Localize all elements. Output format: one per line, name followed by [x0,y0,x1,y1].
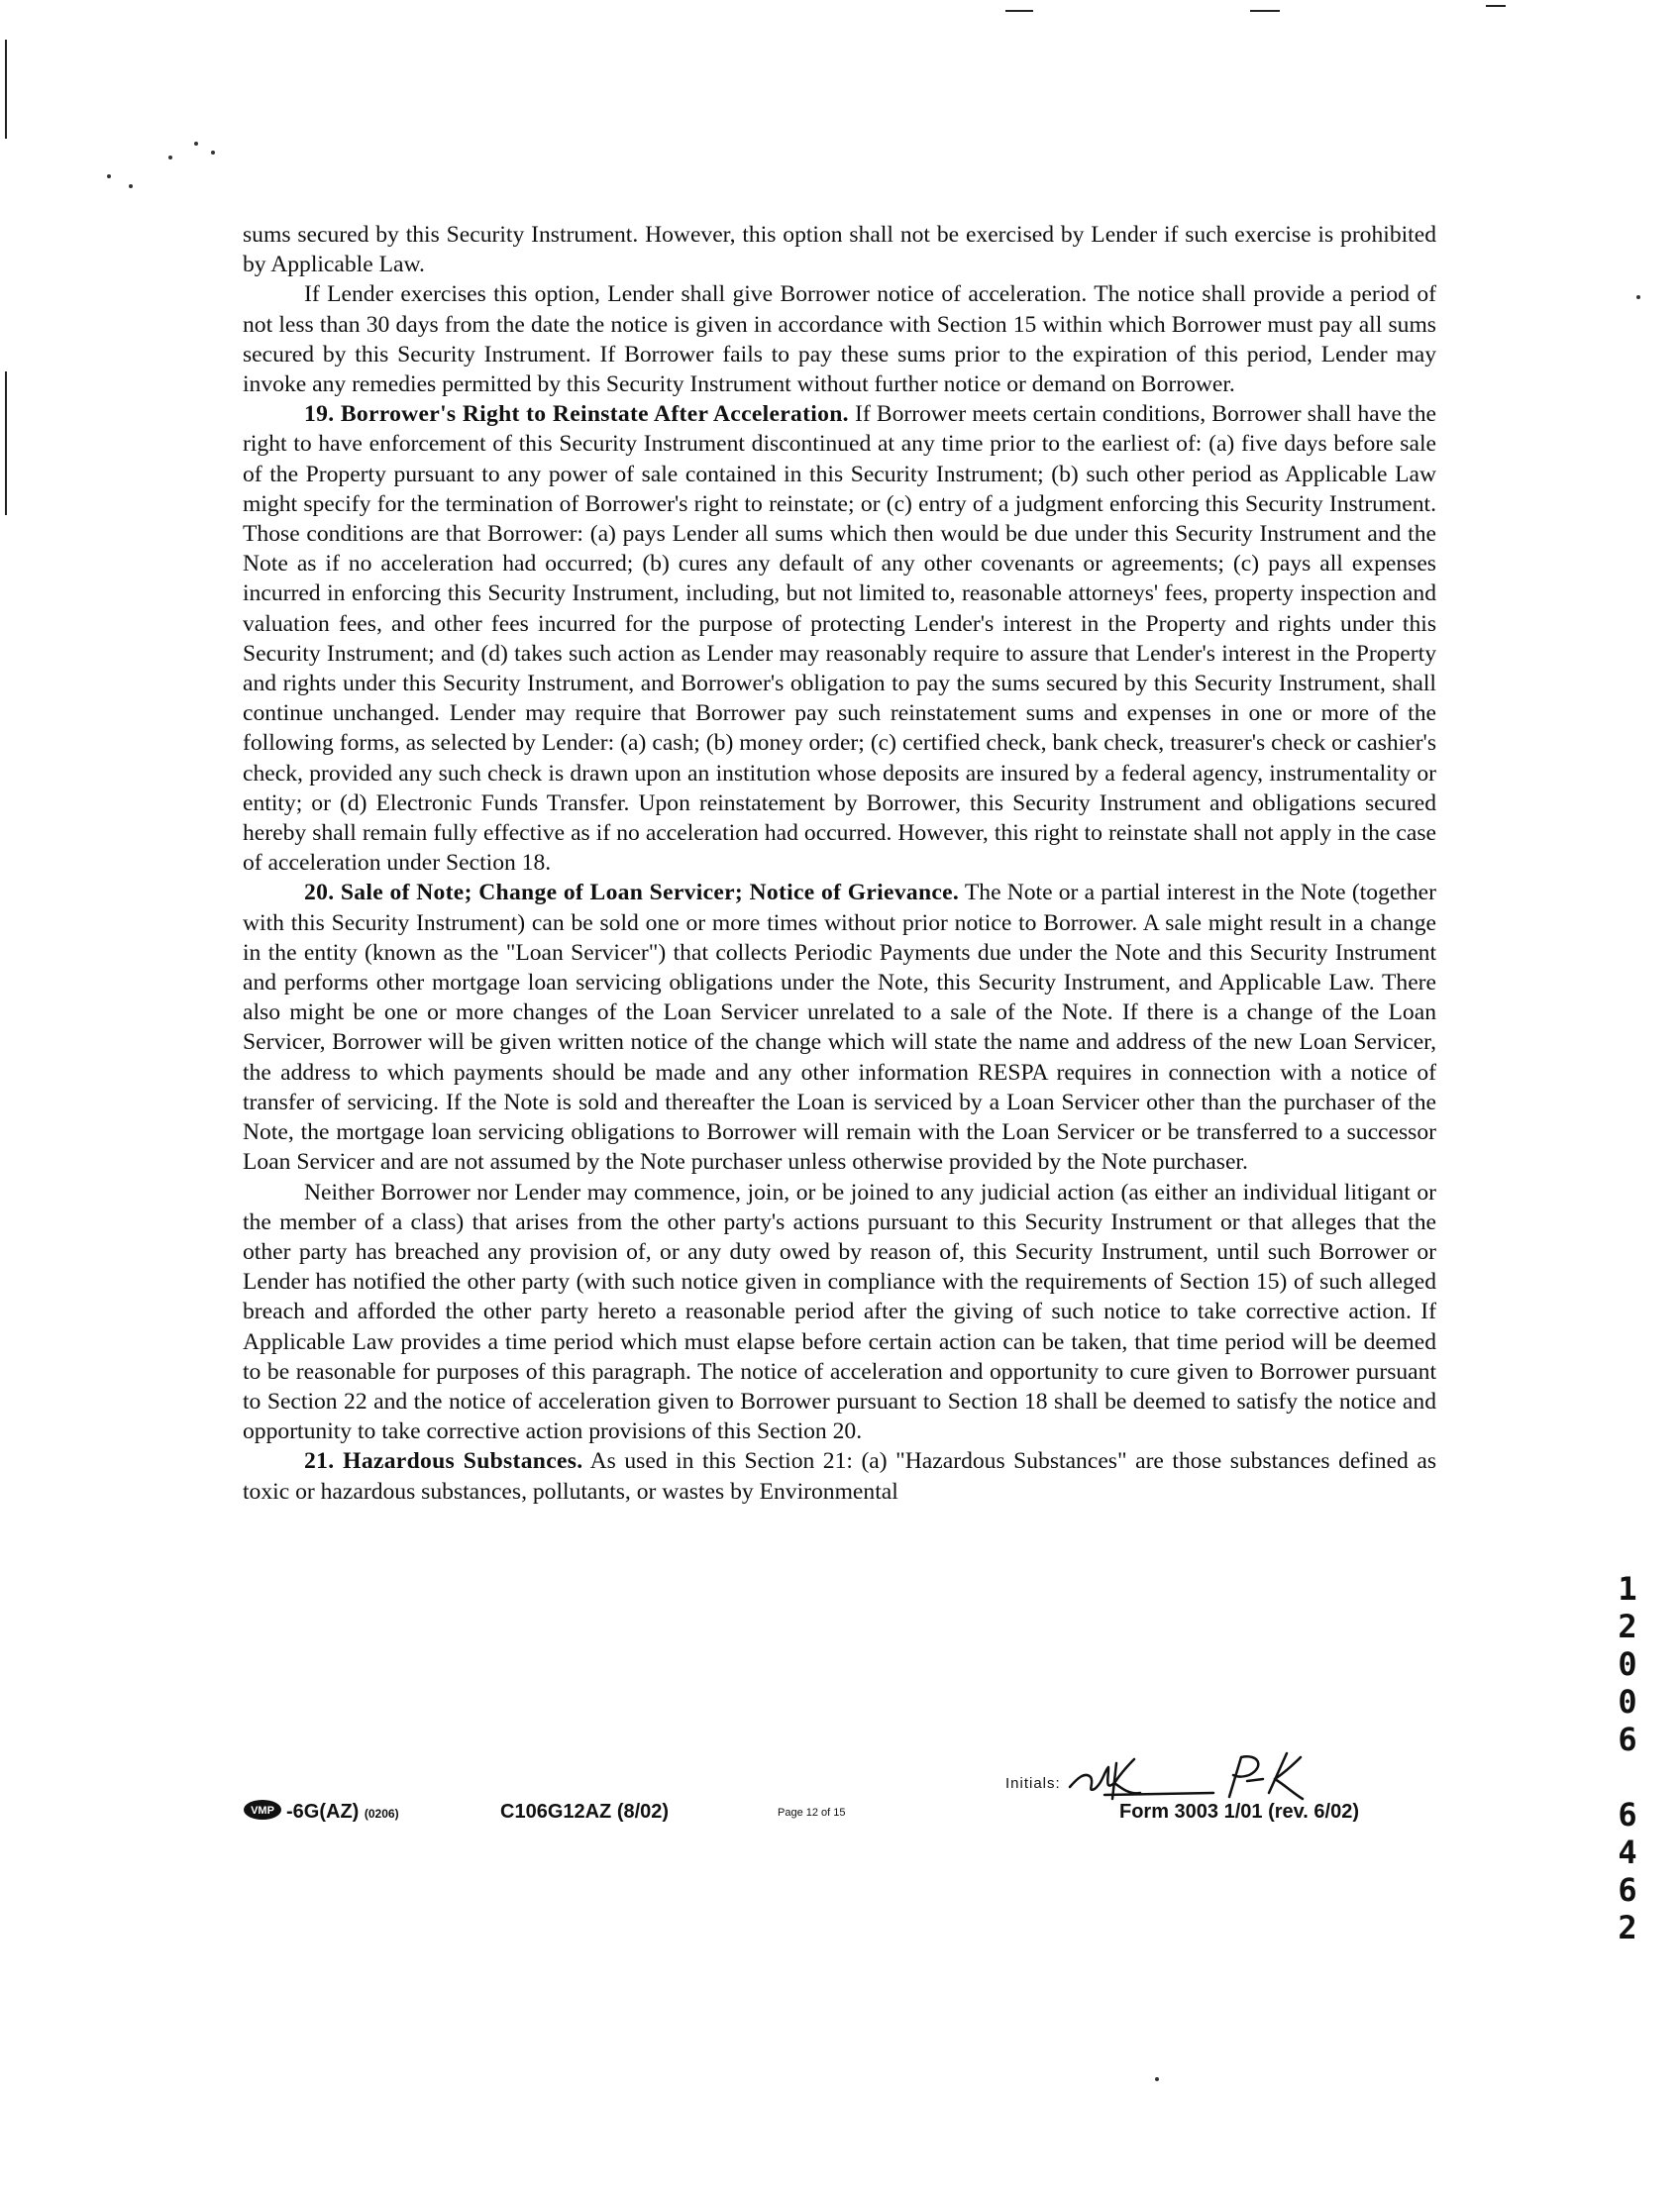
section-text: If Borrower meets certain conditions, Borrower shall have the right to have enforcement of this Security Instrument discontinued at any time prior to the earliest of: (a) five days before sale of the Property pursuant to any power of sale contained in this Security Instrument; (b) such other period as Applicable Law might specify for the termination of Borrower's right to reinstate; or (c) entry of a judgment enforcing this Security Instrument. Those conditions are that Borrower: (a) pays Lender all sums which then would be due under this Security Instrument and the Note as if no acceleration had occurred; (b) cures any default of any other covenants or agreements; (c) pays all expenses incurred in enforcing this Security Instrument, including, but not limited to, reasonable attorneys' fees, property inspection and valuation fees, and other fees incurred for the purpose of protecting Lender's interest in the Property and rights under this Security Instrument; and (d) takes such action as Lender may reasonably require to assure that Lender's interest in the Property and rights under this Security Instrument, and Borrower's obligation to pay the sums secured by this Security Instrument, shall continue unchanged. Lender may require that Borrower pay such reinstatement sums and expenses in one or more of the following forms, as selected by Lender: (a) cash; (b) money order; (c) certified check, bank check, treasurer's check or cashier's check, provided any such check is drawn upon an institution whose deposits are insured by a federal agency, instrumentality or entity; or (d) Electronic Funds Transfer. Upon reinstatement by Borrower, this Security Instrument and obligations secured hereby shall remain fully effective as if no acceleration had occurred. However, this right to reinstate shall not apply in the case of acceleration under Section 18. [243,401,1436,877]
scan-speck [211,151,215,155]
document-code: C106G12AZ (8/02) [500,1801,670,1823]
page-footer [243,1797,1451,1827]
scan-top-dash [1250,10,1280,12]
side-digit: 6 [1618,1796,1637,1834]
scan-speck [194,142,198,146]
paragraph: Neither Borrower nor Lender may commence, join, or be joined to any judicial action (as either an individual litigant or the member of a class) that arises from the other party's actions pursuant to this Security Instrument or that alleges that the other party has breached any provision of, or any duty owed by reason of, this Security Instrument, until such Borrower or Lender has notified the other party (with such notice given in compliance with the requirements of Section 15) of such alleged breach and afforded the other party hereto a reasonable period after the giving of such notice to take corrective action. If Applicable Law provides a time period which must elapse before certain action can be taken, that time period will be deemed to be reasonable for purposes of this paragraph. The notice of acceleration and opportunity to cure given to Borrower pursuant to Section 22 and the notice of acceleration given to Borrower pursuant to Section 18 shall be deemed to satisfy the notice and opportunity to take corrective action provisions of this Section 20. [243,1179,1436,1445]
form-code: -6G(AZ) (0206) [286,1801,399,1823]
scan-edge-line [5,40,7,139]
document-body [243,220,1436,1507]
initials-label: Initials: [1005,1775,1061,1792]
page-number: Page 12 of 15 [778,1807,846,1819]
section-20 [243,878,1436,1177]
svg-text:VMP: VMP [251,1805,274,1817]
side-digit: 1 [1618,1570,1637,1608]
scan-speck [129,184,133,188]
section-21 [243,1446,1436,1506]
side-digit: 2 [1618,1909,1637,1946]
side-digit: 2 [1618,1608,1637,1645]
vmp-logo [243,1799,282,1821]
side-digit: 6 [1618,1871,1637,1909]
section-heading: 19. Borrower's Right to Reinstate After Acceleration. [304,401,849,428]
scan-speck [107,174,111,178]
section-text: The Note or a partial interest in the Note (together with this Security Instrument) can be sold one or more times without prior notice to Borrower. A sale might result in a change in the entity (known as the "Loan Servicer") that collects Periodic Payments due under the Note and this Security Instrument and performs other mortgage loan servicing obligations under the Note, this Security Instrument, and Applicable Law. There also might be one or more changes of the Loan Servicer unrelated to a sale of the Note. If there is a change of the Loan Servicer, Borrower will be given written notice of the change which will state the name and address of the new Loan Servicer, the address to which payments should be made and any other information RESPA requires in connection with a notice of transfer of servicing. If the Note is sold and thereafter the Loan is serviced by a Loan Servicer other than the purchaser of the Note, the mortgage loan servicing obligations to Borrower will remain with the Loan Servicer or be transferred to a successor Loan Servicer and are not assumed by the Note purchaser unless otherwise provided by the Note purchaser. [243,880,1436,1176]
scan-top-dash [1486,5,1506,7]
paragraph: sums secured by this Security Instrument. However, this option shall not be exercised by Lender if such exercise is prohibited by Applicable Law. [243,222,1436,278]
side-digit: 0 [1618,1683,1637,1721]
section-heading: 20. Sale of Note; Change of Loan Servicer; Notice of Grievance. [304,880,960,906]
side-digit: 0 [1618,1645,1637,1683]
scan-speck [1155,2077,1159,2081]
section-heading: 21. Hazardous Substances. [304,1448,583,1475]
side-digit: 6 [1618,1721,1637,1758]
scan-speck [168,156,172,159]
section-text: As used in this Section 21: (a) "Hazardous Substances" are those substances defined as toxic or hazardous substances, pollutants, or wastes by Environmental [243,1448,1436,1505]
scan-top-dash [1005,10,1033,12]
side-document-number [1611,1570,1644,1946]
form-number: Form 3003 1/01 (rev. 6/02) [1119,1801,1359,1823]
section-19 [243,399,1436,878]
side-digit: 4 [1618,1834,1637,1871]
paragraph: If Lender exercises this option, Lender shall give Borrower notice of acceleration. The notice shall provide a period of not less than 30 days from the date the notice is given in accordance with Section 15 within which Borrower must pay all sums secured by this Security Instrument. If Borrower fails to pay these sums prior to the expiration of this period, Lender may invoke any remedies permitted by this Security Instrument without further notice or demand on Borrower. [243,281,1436,398]
scan-speck [1636,295,1640,299]
scan-edge-line [5,371,7,515]
